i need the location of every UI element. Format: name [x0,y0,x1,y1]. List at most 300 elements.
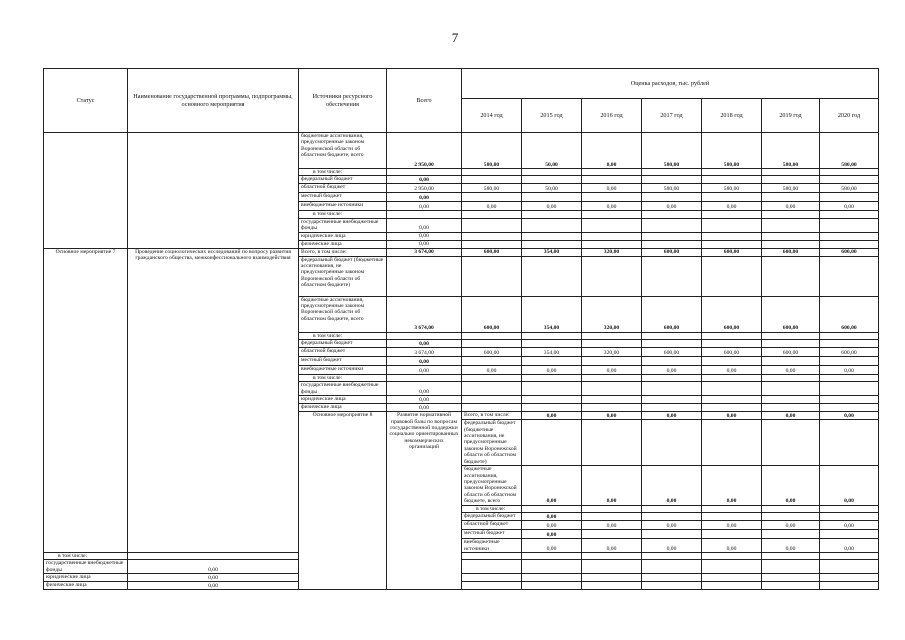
source-cell: федеральный бюджет (бюджетные ассигнования, не предусмотренные законом Воронежской области об областном бюджете) [462,420,522,466]
year-value-cell [582,420,642,466]
year-value-cell [762,340,820,348]
year-value-cell [642,513,702,521]
name-cell [128,133,299,249]
year-value-cell [522,232,582,240]
year-value-cell: 50,00 [522,184,582,193]
total-cell [387,375,462,382]
year-value-cell [462,176,522,184]
year-value-cell [762,530,820,539]
year-value-cell [462,574,522,582]
year-value-cell [820,232,879,240]
year-value-cell: 580,00 [642,184,702,193]
year-value-cell [582,513,642,521]
year-value-cell [522,582,582,590]
year-value-cell [462,232,522,240]
year-value-cell: 0,00 [820,521,879,530]
year-value-cell [762,382,820,396]
total-cell: 0,00 [128,582,299,590]
year-value-cell: 0,00 [702,202,762,211]
year-value-cell [582,552,642,559]
year-value-cell [582,396,642,404]
source-cell: в том числе: [299,375,387,382]
year-value-cell: 600,00 [762,248,820,256]
year-value-cell [522,193,582,202]
year-value-cell [820,193,879,202]
year-value-cell [702,560,762,574]
year-value-cell: 0,00 [582,466,642,505]
year-value-cell: 0,00 [702,539,762,553]
year-value-cell [462,375,522,382]
source-cell: Всего, в том числе: [462,412,522,420]
year-value-cell [820,240,879,248]
header-name: Наименование государственной программы, подпрограммы, основного мероприятия [128,69,299,133]
year-value-cell: 0,00 [582,202,642,211]
total-cell: 0,00 [387,232,462,240]
year-value-cell [582,240,642,248]
year-value-cell: 0,00 [762,366,820,375]
year-value-cell: 0,00 [702,366,762,375]
year-value-cell [582,505,642,512]
year-value-cell: 600,00 [762,296,820,332]
total-cell [387,256,462,296]
year-value-cell [462,169,522,176]
year-value-cell [462,240,522,248]
year-value-cell: 600,00 [702,348,762,357]
year-value-cell [820,340,879,348]
source-cell: государственные внебюджетные фонды [299,218,387,232]
year-value-cell [820,396,879,404]
total-cell: 3 674,00 [387,348,462,357]
year-value-cell [820,357,879,366]
source-cell: в том числе: [299,169,387,176]
source-cell: местный бюджет [462,530,522,539]
year-value-cell [642,420,702,466]
year-value-cell [642,332,702,339]
year-value-cell: 580,00 [642,133,702,169]
year-value-cell: 320,00 [582,348,642,357]
year-value-cell [582,574,642,582]
year-value-cell: 0,00 [582,539,642,553]
year-value-cell: 0,00 [642,539,702,553]
year-value-cell [702,505,762,512]
year-value-cell [582,332,642,339]
page-number: 7 [451,30,459,45]
year-value-cell [762,193,820,202]
source-cell: внебюджетные источники [462,539,522,553]
year-value-cell [702,256,762,296]
year-value-cell [762,505,820,512]
year-value-cell [820,375,879,382]
source-cell: областной бюджет [299,348,387,357]
year-value-cell [582,218,642,232]
source-cell: физические лица [44,582,128,590]
source-cell: местный бюджет [299,357,387,366]
year-value-cell: 600,00 [702,248,762,256]
year-value-cell [582,211,642,218]
year-value-cell [642,375,702,382]
year-value-cell: 600,00 [820,348,879,357]
table-row [44,133,879,169]
year-value-cell [762,232,820,240]
year-value-cell: 0,00 [642,466,702,505]
year-value-cell [642,560,702,574]
header-row [44,69,879,99]
year-value-cell: 600,00 [642,248,702,256]
source-cell: федеральный бюджет [299,176,387,184]
year-value-cell: 0,00 [582,521,642,530]
year-value-cell [820,505,879,512]
year-value-cell [522,240,582,248]
year-value-cell [582,404,642,412]
total-cell: 3 674,00 [387,296,462,332]
total-cell [387,169,462,176]
year-value-cell [642,193,702,202]
year-value-cell [820,420,879,466]
source-cell: бюджетные ассигнования, предусмотренные законом Воронежской области об областном бюджете, всего [299,133,387,169]
year-value-cell: 50,00 [522,133,582,169]
year-value-cell [642,211,702,218]
year-value-cell [762,332,820,339]
year-value-cell: 600,00 [642,348,702,357]
year-value-cell: 0,00 [582,133,642,169]
year-value-cell [462,396,522,404]
year-value-cell [820,218,879,232]
year-value-cell [582,530,642,539]
year-value-cell: 600,00 [642,296,702,332]
year-value-cell: 580,00 [820,133,879,169]
year-value-cell [522,211,582,218]
total-cell: 0,00 [387,176,462,184]
year-value-cell [762,404,820,412]
year-value-cell [462,560,522,574]
total-cell [387,332,462,339]
year-value-cell [642,582,702,590]
year-value-cell [702,396,762,404]
year-value-cell: 0,00 [702,412,762,420]
year-value-cell [522,357,582,366]
status-cell: Основное мероприятие 7 [44,248,128,552]
year-value-cell: 580,00 [762,184,820,193]
year-value-cell [522,375,582,382]
year-value-cell [702,332,762,339]
source-cell: в том числе: [299,332,387,339]
source-cell: государственные внебюджетные фонды [44,560,128,574]
year-value-cell: 0,00 [762,466,820,505]
year-value-cell: 0,00 [762,202,820,211]
source-cell: юридические лица [44,574,128,582]
table-row [44,248,879,256]
year-value-cell [582,340,642,348]
table-row [44,552,879,559]
year-value-cell [762,176,820,184]
year-value-cell [522,396,582,404]
source-cell: внебюджетные источники [299,202,387,211]
total-cell: 0,00 [387,340,462,348]
table-row [44,560,879,574]
year-value-cell [702,176,762,184]
year-value-cell [522,552,582,559]
year-value-cell [820,211,879,218]
year-value-cell [642,256,702,296]
header-total: Всего [387,69,462,133]
year-value-cell: 600,00 [820,296,879,332]
status-cell: Основное мероприятие 8 [299,412,387,590]
source-cell: местный бюджет [299,193,387,202]
year-value-cell: 354,00 [522,296,582,332]
year-value-cell [522,169,582,176]
year-value-cell [820,574,879,582]
year-value-cell: 0,00 [582,412,642,420]
source-cell: в том числе: [299,211,387,218]
year-value-cell: 580,00 [702,133,762,169]
year-value-cell [642,169,702,176]
year-value-cell [522,340,582,348]
year-value-cell [582,256,642,296]
year-value-cell [642,574,702,582]
year-value-cell [642,340,702,348]
source-cell: физические лица [299,240,387,248]
year-value-cell [820,582,879,590]
year-value-cell [642,218,702,232]
header-status: Статус [44,69,128,133]
year-value-cell [762,169,820,176]
year-value-cell [582,169,642,176]
year-value-cell [462,211,522,218]
source-cell: бюджетные ассигнования, предусмотренные законом Воронежской области об областном бюджете, всего [299,296,387,332]
source-cell: государственные внебюджетные фонды [299,382,387,396]
source-cell: областной бюджет [462,521,522,530]
year-value-cell [582,582,642,590]
year-value-cell [820,169,879,176]
year-value-cell [702,420,762,466]
total-cell: 3 674,00 [387,248,462,256]
year-value-cell [702,193,762,202]
year-value-cell [462,582,522,590]
total-cell: 0,00 [387,202,462,211]
year-value-cell [762,420,820,466]
year-value-cell: 0,00 [522,366,582,375]
year-value-cell [522,404,582,412]
year-value-cell [642,404,702,412]
budget-table [43,68,879,590]
year-value-cell [820,560,879,574]
source-cell: юридические лица [299,232,387,240]
total-cell: 0,00 [387,366,462,375]
table-row [44,582,879,590]
total-cell: 0,00 [387,193,462,202]
year-value-cell: 600,00 [462,348,522,357]
total-cell: 0,00 [387,240,462,248]
year-value-cell [702,240,762,248]
total-cell: 0,00 [128,560,299,574]
year-value-cell [762,574,820,582]
source-cell: в том числе: [44,552,128,559]
year-value-cell [462,340,522,348]
total-cell [522,420,582,466]
year-value-cell [702,552,762,559]
year-value-cell: 580,00 [762,133,820,169]
year-value-cell [702,582,762,590]
year-value-cell [820,256,879,296]
source-cell: федеральный бюджет [462,513,522,521]
total-cell: 0,00 [522,530,582,539]
year-value-cell [702,232,762,240]
year-value-cell [522,256,582,296]
year-value-cell [522,332,582,339]
year-value-cell [762,256,820,296]
header-year: 2019 год [762,99,820,133]
year-value-cell [762,560,820,574]
year-value-cell [582,232,642,240]
total-cell: 0,00 [522,466,582,505]
total-cell: 0,00 [522,412,582,420]
year-value-cell [642,505,702,512]
total-cell: 0,00 [128,574,299,582]
year-value-cell: 600,00 [702,296,762,332]
year-value-cell: 600,00 [462,248,522,256]
year-value-cell [582,193,642,202]
year-value-cell [462,256,522,296]
year-value-cell: 320,00 [582,248,642,256]
year-value-cell [702,340,762,348]
year-value-cell [642,382,702,396]
year-value-cell: 0,00 [642,366,702,375]
year-value-cell [642,530,702,539]
status-cell [44,133,128,249]
year-value-cell: 354,00 [522,348,582,357]
total-cell: 2 950,00 [387,184,462,193]
table-row [44,574,879,582]
year-value-cell: 0,00 [820,539,879,553]
year-value-cell [702,211,762,218]
year-value-cell: 0,00 [820,202,879,211]
year-value-cell: 354,00 [522,248,582,256]
year-value-cell: 0,00 [642,521,702,530]
year-value-cell: 600,00 [462,296,522,332]
source-cell: внебюджетные источники [299,366,387,375]
source-cell: бюджетные ассигнования, предусмотренные законом Воронежской области об областном бюджете, всего [462,466,522,505]
header-year: 2015 год [522,99,582,133]
source-cell: физические лица [299,404,387,412]
year-value-cell: 0,00 [820,412,879,420]
year-value-cell [820,513,879,521]
year-value-cell: 320,00 [582,296,642,332]
year-value-cell [762,211,820,218]
year-value-cell [642,232,702,240]
total-cell: 0,00 [522,539,582,553]
year-value-cell [702,357,762,366]
year-value-cell [642,176,702,184]
year-value-cell: 0,00 [642,412,702,420]
year-value-cell [462,332,522,339]
total-cell: 0,00 [522,521,582,530]
year-value-cell: 0,00 [642,202,702,211]
year-value-cell [522,560,582,574]
year-value-cell: 0,00 [762,521,820,530]
year-value-cell: 0,00 [702,466,762,505]
year-value-cell: 0,00 [762,412,820,420]
year-value-cell [762,552,820,559]
year-value-cell [820,382,879,396]
total-cell: 0,00 [522,513,582,521]
header-year: 2016 год [582,99,642,133]
year-value-cell [820,332,879,339]
year-value-cell: 600,00 [762,348,820,357]
year-value-cell [762,582,820,590]
year-value-cell [462,382,522,396]
total-cell: 2 950,00 [387,133,462,169]
year-value-cell: 0,00 [462,366,522,375]
year-value-cell [820,404,879,412]
total-cell [387,211,462,218]
year-value-cell [820,552,879,559]
year-value-cell [582,560,642,574]
source-cell: юридические лица [299,396,387,404]
year-value-cell [582,357,642,366]
year-value-cell: 0,00 [820,366,879,375]
year-value-cell [462,357,522,366]
year-value-cell [762,218,820,232]
year-value-cell [642,357,702,366]
year-value-cell [762,240,820,248]
year-value-cell [702,169,762,176]
year-value-cell [462,404,522,412]
total-cell: 0,00 [387,404,462,412]
year-value-cell: 0,00 [820,466,879,505]
year-value-cell [462,552,522,559]
year-value-cell: 0,00 [582,184,642,193]
year-value-cell: 580,00 [702,184,762,193]
year-value-cell: 0,00 [582,366,642,375]
year-value-cell [702,218,762,232]
header-sources: Источники ресурсного обеспечения [299,69,387,133]
year-value-cell: 0,00 [762,539,820,553]
total-cell: 0,00 [387,382,462,396]
total-cell: 0,00 [387,396,462,404]
year-value-cell [762,513,820,521]
year-value-cell: 0,00 [702,521,762,530]
header-year: 2017 год [642,99,702,133]
year-value-cell [582,382,642,396]
year-value-cell [762,396,820,404]
year-value-cell [762,375,820,382]
year-value-cell [462,193,522,202]
year-value-cell: 580,00 [462,184,522,193]
name-cell: Развитие нормативной правовой базы по вопросам государственной поддержки социально ориентированных некоммерческих организаций [387,412,462,590]
total-cell [128,552,299,559]
year-value-cell [702,404,762,412]
year-value-cell: 0,00 [462,202,522,211]
total-cell: 0,00 [387,357,462,366]
year-value-cell [642,552,702,559]
year-value-cell [642,396,702,404]
year-value-cell [820,176,879,184]
header-year: 2018 год [702,99,762,133]
year-value-cell [522,218,582,232]
year-value-cell [702,513,762,521]
year-value-cell [702,574,762,582]
year-value-cell [462,218,522,232]
year-value-cell: 580,00 [462,133,522,169]
year-value-cell [702,375,762,382]
header-year: 2020 год [820,99,879,133]
year-value-cell [702,530,762,539]
year-value-cell [522,382,582,396]
source-cell: федеральный бюджет (бюджетные ассигнования, не предусмотренные законом Воронежской области об областном бюджете) [299,256,387,296]
budget-table-sheet [43,68,878,590]
header-estimate: Оценка расходов, тыс. рублей [462,69,879,99]
year-value-cell [642,240,702,248]
